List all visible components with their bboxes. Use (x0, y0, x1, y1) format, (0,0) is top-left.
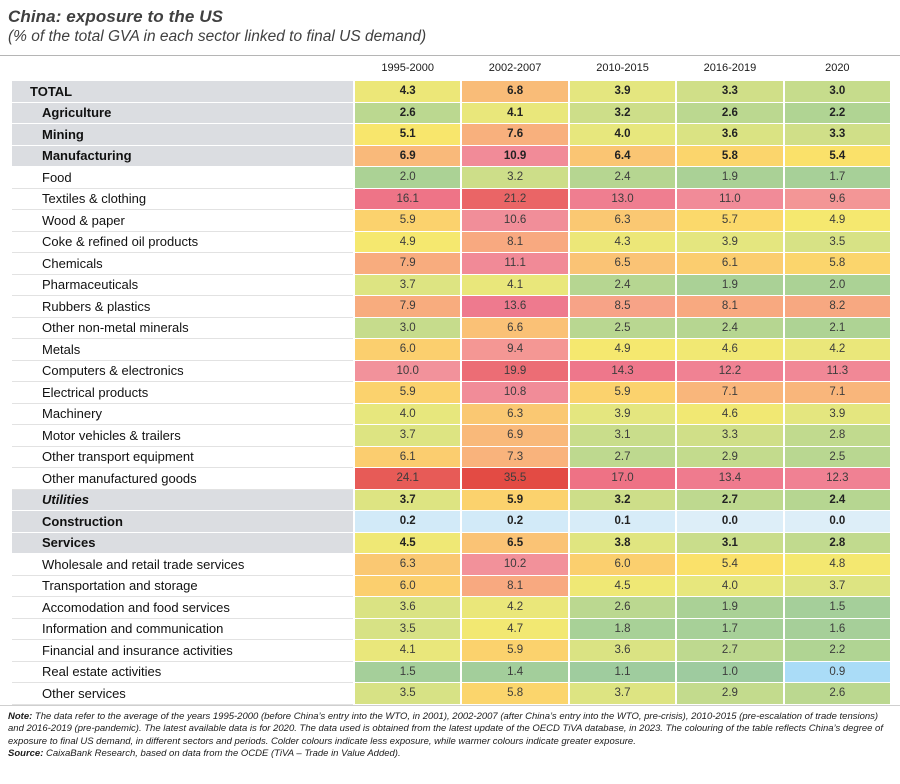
value-cell: 3.0 (785, 81, 890, 102)
header-spacer (12, 62, 353, 74)
table-row (12, 146, 890, 167)
value-cell: 4.5 (570, 576, 675, 597)
value-cell: 1.7 (785, 167, 890, 188)
value-cell: 8.1 (677, 296, 782, 317)
row-label: Food (12, 167, 353, 188)
value-cell: 6.3 (355, 554, 460, 575)
table-row (12, 447, 890, 468)
row-label: Utilities (12, 490, 353, 511)
value-cell: 6.8 (462, 81, 567, 102)
value-cell: 2.4 (677, 318, 782, 339)
source-line (8, 748, 890, 761)
table-row (12, 511, 890, 532)
column-header: 2010-2015 (596, 62, 649, 74)
value-cell: 11.3 (785, 361, 890, 382)
value-cell: 6.5 (462, 533, 567, 554)
table-row (12, 124, 890, 145)
value-cell: 6.3 (462, 404, 567, 425)
value-cell: 0.9 (785, 662, 890, 683)
value-cell: 4.6 (677, 404, 782, 425)
table-row (12, 597, 890, 618)
value-cell: 3.1 (570, 425, 675, 446)
value-cell: 35.5 (462, 468, 567, 489)
value-cell: 3.7 (355, 490, 460, 511)
row-label: Motor vehicles & trailers (12, 425, 353, 446)
value-cell: 5.4 (785, 146, 890, 167)
value-cell: 2.1 (785, 318, 890, 339)
value-cell: 6.3 (570, 210, 675, 231)
table-row (12, 296, 890, 317)
value-cell: 8.5 (570, 296, 675, 317)
value-cell: 12.3 (785, 468, 890, 489)
row-label: Mining (12, 124, 353, 145)
value-cell: 3.7 (785, 576, 890, 597)
value-cell: 1.8 (570, 619, 675, 640)
value-cell: 2.9 (677, 683, 782, 704)
value-cell: 2.6 (355, 103, 460, 124)
source-text: CaixaBank Research, based on data from the OCDE (TiVA – Trade in Value Added). (43, 748, 401, 760)
table-row (12, 361, 890, 382)
value-cell: 13.4 (677, 468, 782, 489)
value-cell: 4.2 (462, 597, 567, 618)
value-cell: 3.1 (677, 533, 782, 554)
page-subtitle: (% of the total GVA in each sector linked to final US demand) (8, 28, 427, 45)
value-cell: 6.6 (462, 318, 567, 339)
row-label: Other services (12, 683, 353, 704)
value-cell: 3.6 (355, 597, 460, 618)
table-row (12, 253, 890, 274)
value-cell: 2.4 (570, 167, 675, 188)
value-cell: 4.0 (677, 576, 782, 597)
value-cell: 10.8 (462, 382, 567, 403)
value-cell: 6.1 (355, 447, 460, 468)
value-cell: 3.8 (570, 533, 675, 554)
value-cell: 2.8 (785, 425, 890, 446)
column-header: 1995-2000 (381, 62, 434, 74)
value-cell: 2.5 (785, 447, 890, 468)
table-row (12, 189, 890, 210)
value-cell: 5.9 (570, 382, 675, 403)
value-cell: 3.6 (677, 124, 782, 145)
row-label: Services (12, 533, 353, 554)
row-label: Metals (12, 339, 353, 360)
value-cell: 10.9 (462, 146, 567, 167)
value-cell: 1.4 (462, 662, 567, 683)
row-label: Coke & refined oil products (12, 232, 353, 253)
value-cell: 2.7 (677, 640, 782, 661)
value-cell: 3.9 (570, 81, 675, 102)
table-row (12, 683, 890, 704)
value-cell: 3.7 (355, 425, 460, 446)
value-cell: 7.9 (355, 253, 460, 274)
value-cell: 5.9 (355, 382, 460, 403)
value-cell: 3.9 (785, 404, 890, 425)
value-cell: 4.1 (462, 103, 567, 124)
table-row (12, 619, 890, 640)
value-cell: 13.6 (462, 296, 567, 317)
value-cell: 2.2 (785, 103, 890, 124)
value-cell: 21.2 (462, 189, 567, 210)
value-cell: 5.9 (462, 490, 567, 511)
value-cell: 7.1 (785, 382, 890, 403)
value-cell: 1.0 (677, 662, 782, 683)
value-cell: 7.1 (677, 382, 782, 403)
value-cell: 5.8 (677, 146, 782, 167)
table-row (12, 404, 890, 425)
value-cell: 2.6 (570, 597, 675, 618)
row-label: Computers & electronics (12, 361, 353, 382)
value-cell: 6.9 (462, 425, 567, 446)
value-cell: 3.5 (355, 619, 460, 640)
exposure-heatmap-table (12, 56, 890, 704)
row-label: Real estate activities (12, 662, 353, 683)
row-label: Wood & paper (12, 210, 353, 231)
value-cell: 7.9 (355, 296, 460, 317)
value-cell: 3.9 (570, 404, 675, 425)
table-row (12, 339, 890, 360)
row-label: Agriculture (12, 103, 353, 124)
value-cell: 1.6 (785, 619, 890, 640)
value-cell: 1.7 (677, 619, 782, 640)
value-cell: 10.0 (355, 361, 460, 382)
value-cell: 5.4 (677, 554, 782, 575)
value-cell: 5.8 (462, 683, 567, 704)
value-cell: 2.6 (785, 683, 890, 704)
row-label: Machinery (12, 404, 353, 425)
value-cell: 2.2 (785, 640, 890, 661)
value-cell: 8.2 (785, 296, 890, 317)
table-row (12, 468, 890, 489)
table-bottom-divider (0, 705, 900, 706)
value-cell: 4.6 (677, 339, 782, 360)
value-cell: 0.2 (355, 511, 460, 532)
note-label: Note: (8, 710, 33, 722)
value-cell: 6.4 (570, 146, 675, 167)
value-cell: 0.2 (462, 511, 567, 532)
row-label: Chemicals (12, 253, 353, 274)
value-cell: 0.1 (570, 511, 675, 532)
table-row (12, 425, 890, 446)
value-cell: 2.5 (570, 318, 675, 339)
value-cell: 8.1 (462, 576, 567, 597)
value-cell: 5.8 (785, 253, 890, 274)
value-cell: 2.8 (785, 533, 890, 554)
value-cell: 2.6 (677, 103, 782, 124)
value-cell: 12.2 (677, 361, 782, 382)
value-cell: 3.7 (570, 683, 675, 704)
row-label: Rubbers & plastics (12, 296, 353, 317)
value-cell: 7.6 (462, 124, 567, 145)
row-label: TOTAL (12, 81, 353, 102)
table-row (12, 640, 890, 661)
value-cell: 0.0 (785, 511, 890, 532)
value-cell: 1.5 (785, 597, 890, 618)
value-cell: 4.0 (570, 124, 675, 145)
value-cell: 10.6 (462, 210, 567, 231)
table-row (12, 382, 890, 403)
value-cell: 4.9 (570, 339, 675, 360)
table-row (12, 210, 890, 231)
row-label: Construction (12, 511, 353, 532)
value-cell: 9.4 (462, 339, 567, 360)
value-cell: 5.9 (355, 210, 460, 231)
note-text: The data refer to the average of the years 1995-2000 (before China’s entry into the WTO, in 2001), 2002-2007 (after China’s entry into the WTO, pre-crisis), 2010-2015 (pre-escalation of trade tensions) and 2016-2019 (pre-pandemic). The latest available data is for 2020. The data used is obtained from the latest update of the OECD TiVA database, in 2023. The colouring of the table reflects China’s degree of exposure to final US demand, in different sectors and periods. Colder colours indicate less exposure, while warmer colours indicate greater exposure. (8, 710, 883, 747)
table-row (12, 81, 890, 102)
value-cell: 2.4 (785, 490, 890, 511)
figure-page (0, 7, 900, 784)
row-label: Electrical products (12, 382, 353, 403)
value-cell: 3.3 (785, 124, 890, 145)
row-label: Other transport equipment (12, 447, 353, 468)
value-cell: 2.4 (570, 275, 675, 296)
value-cell: 6.9 (355, 146, 460, 167)
row-label: Financial and insurance activities (12, 640, 353, 661)
value-cell: 4.5 (355, 533, 460, 554)
value-cell: 4.8 (785, 554, 890, 575)
value-cell: 24.1 (355, 468, 460, 489)
value-cell: 14.3 (570, 361, 675, 382)
row-label: Manufacturing (12, 146, 353, 167)
source-label: Source: (8, 748, 44, 760)
table-row (12, 232, 890, 253)
column-header: 2020 (825, 62, 850, 74)
table-row (12, 103, 890, 124)
value-cell: 0.0 (677, 511, 782, 532)
table-row (12, 490, 890, 511)
row-label: Transportation and storage (12, 576, 353, 597)
value-cell: 3.0 (355, 318, 460, 339)
value-cell: 4.2 (785, 339, 890, 360)
row-label: Wholesale and retail trade services (12, 554, 353, 575)
value-cell: 1.9 (677, 167, 782, 188)
value-cell: 3.7 (355, 275, 460, 296)
note-line (8, 711, 890, 749)
value-cell: 6.0 (355, 339, 460, 360)
value-cell: 1.9 (677, 597, 782, 618)
table-row (12, 318, 890, 339)
table-row (12, 533, 890, 554)
value-cell: 1.1 (570, 662, 675, 683)
row-label: Other non-metal minerals (12, 318, 353, 339)
value-cell: 3.2 (462, 167, 567, 188)
value-cell: 6.1 (677, 253, 782, 274)
value-cell: 4.3 (355, 81, 460, 102)
value-cell: 2.7 (677, 490, 782, 511)
row-label: Textiles & clothing (12, 189, 353, 210)
row-label: Pharmaceuticals (12, 275, 353, 296)
value-cell: 5.9 (462, 640, 567, 661)
value-cell: 3.2 (570, 103, 675, 124)
value-cell: 4.9 (785, 210, 890, 231)
value-cell: 11.0 (677, 189, 782, 210)
table-row (12, 576, 890, 597)
value-cell: 4.3 (570, 232, 675, 253)
value-cell: 2.9 (677, 447, 782, 468)
value-cell: 3.5 (785, 232, 890, 253)
value-cell: 9.6 (785, 189, 890, 210)
value-cell: 6.5 (570, 253, 675, 274)
row-label: Information and communication (12, 619, 353, 640)
value-cell: 4.9 (355, 232, 460, 253)
value-cell: 11.1 (462, 253, 567, 274)
value-cell: 4.7 (462, 619, 567, 640)
value-cell: 6.0 (355, 576, 460, 597)
value-cell: 16.1 (355, 189, 460, 210)
table-row (12, 167, 890, 188)
value-cell: 4.1 (462, 275, 567, 296)
value-cell: 3.6 (570, 640, 675, 661)
value-cell: 3.5 (355, 683, 460, 704)
value-cell: 3.3 (677, 81, 782, 102)
row-label: Accomodation and food services (12, 597, 353, 618)
value-cell: 1.5 (355, 662, 460, 683)
value-cell: 10.2 (462, 554, 567, 575)
value-cell: 4.1 (355, 640, 460, 661)
table-row (12, 275, 890, 296)
value-cell: 5.7 (677, 210, 782, 231)
value-cell: 5.1 (355, 124, 460, 145)
value-cell: 2.0 (785, 275, 890, 296)
value-cell: 19.9 (462, 361, 567, 382)
value-cell: 1.9 (677, 275, 782, 296)
column-header: 2002-2007 (488, 62, 542, 74)
footnote (8, 711, 890, 761)
page-title: China: exposure to the US (8, 7, 224, 26)
value-cell: 3.3 (677, 425, 782, 446)
value-cell: 3.2 (570, 490, 675, 511)
value-cell: 17.0 (570, 468, 675, 489)
value-cell: 8.1 (462, 232, 567, 253)
row-label: Other manufactured goods (12, 468, 353, 489)
column-header: 2016-2019 (703, 62, 757, 74)
table-header-row (12, 56, 890, 81)
table-body (12, 81, 890, 704)
value-cell: 4.0 (355, 404, 460, 425)
value-cell: 2.7 (570, 447, 675, 468)
table-row (12, 662, 890, 683)
value-cell: 2.0 (355, 167, 460, 188)
value-cell: 13.0 (570, 189, 675, 210)
value-cell: 7.3 (462, 447, 567, 468)
value-cell: 3.9 (677, 232, 782, 253)
value-cell: 6.0 (570, 554, 675, 575)
table-row (12, 554, 890, 575)
